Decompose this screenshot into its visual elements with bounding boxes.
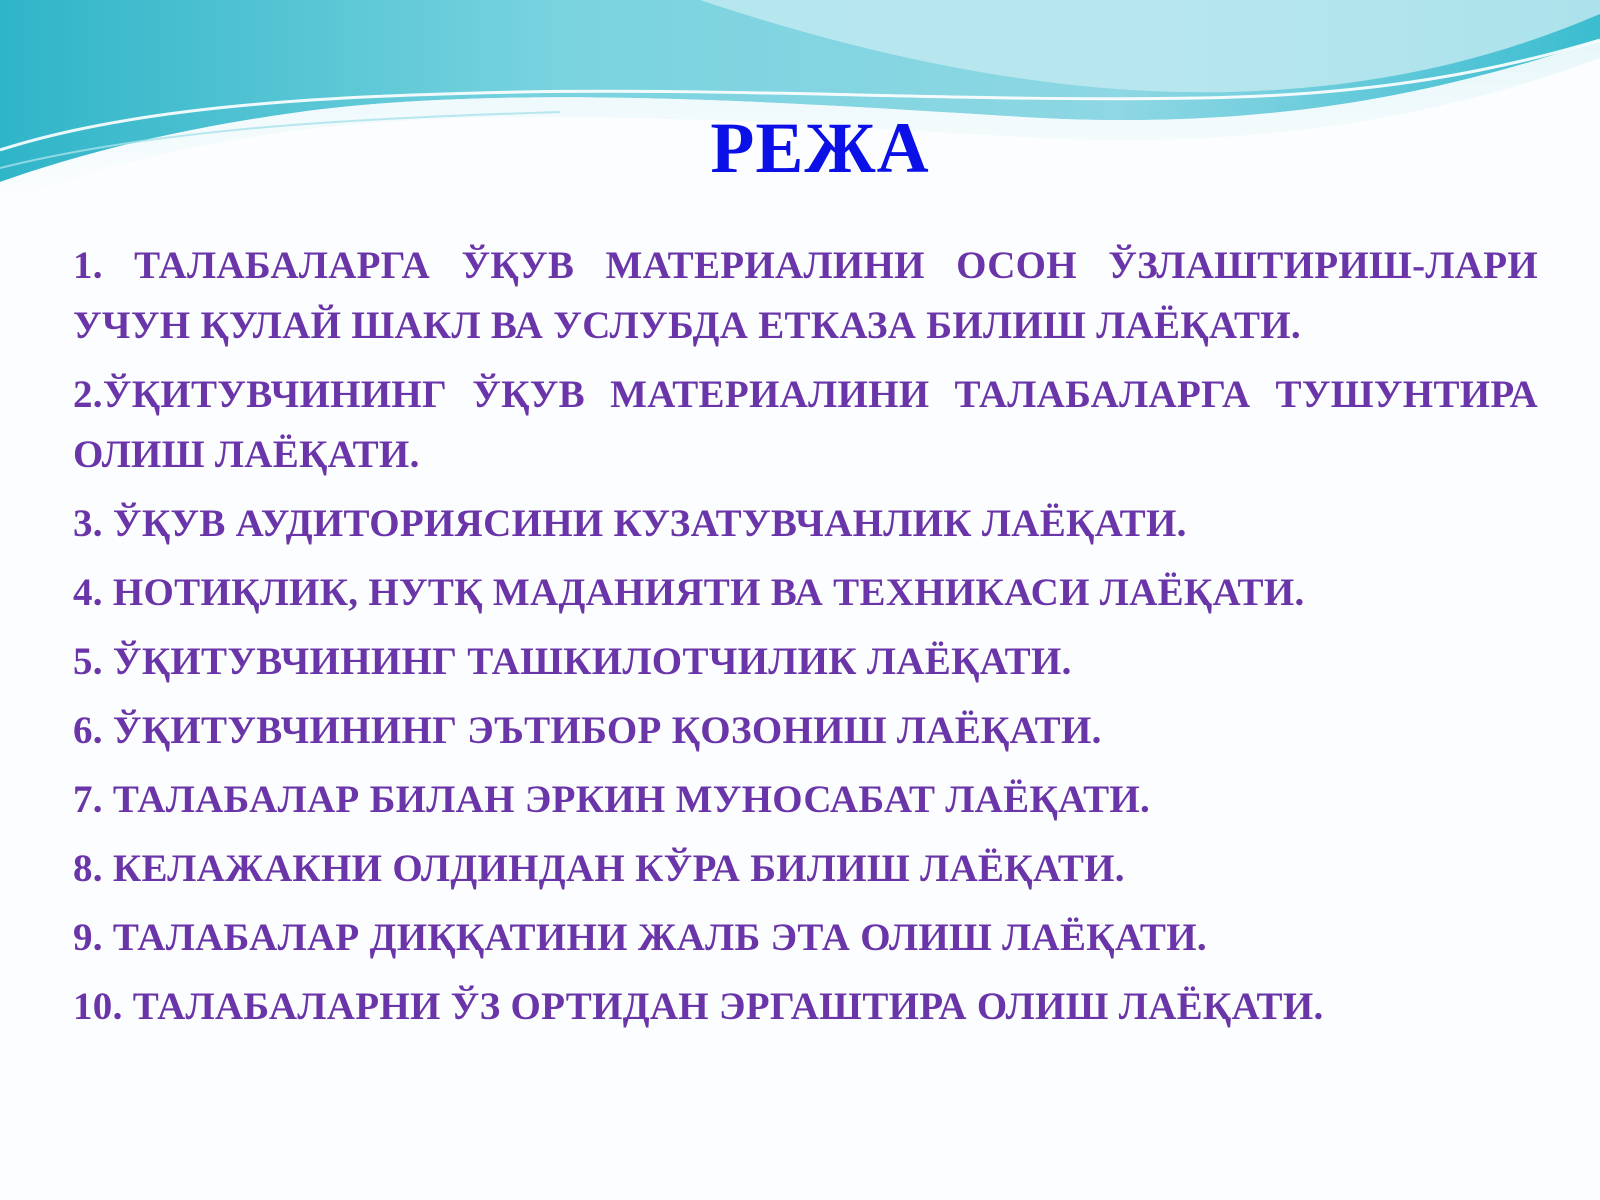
list-item: 10. ТАЛАБАЛАРНИ ЎЗ ОРТИДАН ЭРГАШТИРА ОЛИШ ЛАЁҚАТИ.	[73, 985, 1324, 1028]
list-item: 5. ЎҚИТУВЧИНИНГ ТАШКИЛОТЧИЛИК ЛАЁҚАТИ.	[73, 640, 1072, 683]
list-item: 8. КЕЛАЖАКНИ ОЛДИНДАН КЎРА БИЛИШ ЛАЁҚАТИ.	[73, 847, 1125, 890]
slide-title: РЕЖА	[710, 108, 930, 188]
list-item: 1. ТАЛАБАЛАРГА ЎҚУВ МАТЕРИАЛИНИ ОСОН ЎЗЛАШТИРИШ-ЛАРИ УЧУН ҚУЛАЙ ШАКЛ ВА УСЛУБДА ЕТКАЗА БИЛИШ ЛАЁҚАТИ.	[73, 244, 1538, 347]
plan-list	[73, 236, 1538, 1037]
list-item: 9. ТАЛАБАЛАР ДИҚҚАТИНИ ЖАЛБ ЭТА ОЛИШ ЛАЁҚАТИ.	[73, 916, 1207, 959]
list-item: 6. ЎҚИТУВЧИНИНГ ЭЪТИБОР ҚОЗОНИШ ЛАЁҚАТИ.	[73, 709, 1102, 752]
list-item: 2.ЎҚИТУВЧИНИНГ ЎҚУВ МАТЕРИАЛИНИ ТАЛАБАЛАРГА ТУШУНТИРА ОЛИШ ЛАЁҚАТИ.	[73, 373, 1538, 476]
list-item: 7. ТАЛАБАЛАР БИЛАН ЭРКИН МУНОСАБАТ ЛАЁҚАТИ.	[73, 778, 1151, 821]
list-item: 3. ЎҚУВ АУДИТОРИЯСИНИ КУЗАТУВЧАНЛИК ЛАЁҚАТИ.	[73, 502, 1187, 545]
list-item: 4. НОТИҚЛИК, НУТҚ МАДАНИЯТИ ВА ТЕХНИКАСИ ЛАЁҚАТИ.	[73, 571, 1305, 614]
